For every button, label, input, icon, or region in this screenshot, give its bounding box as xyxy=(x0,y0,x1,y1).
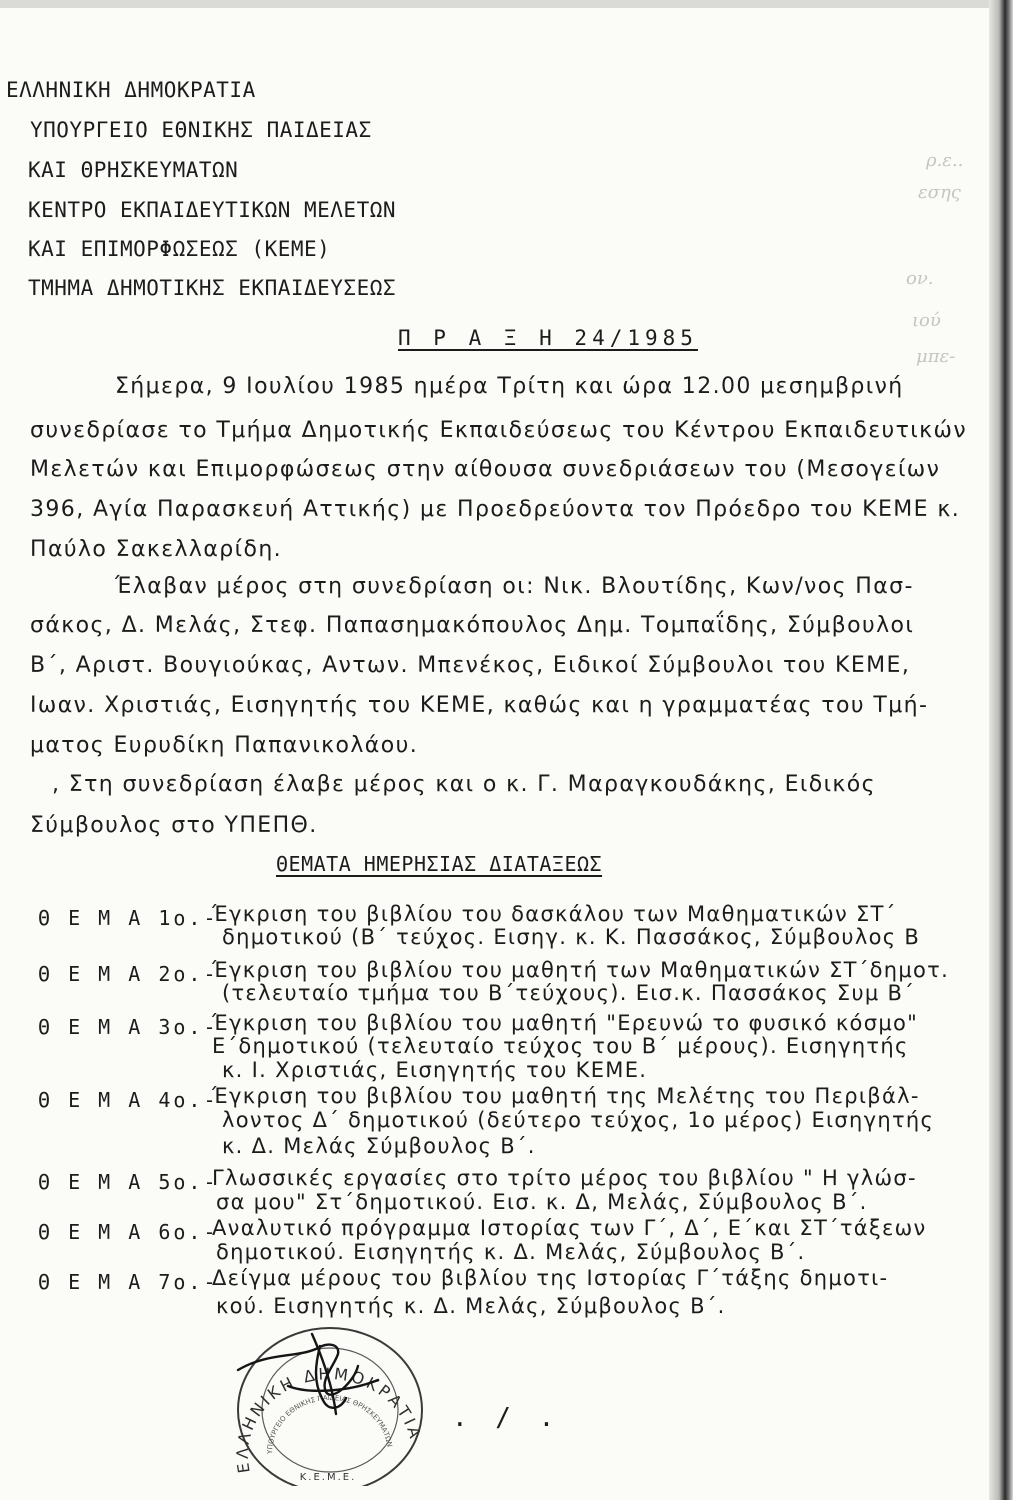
topic-label: Θ Ε Μ Α 1ο.- xyxy=(38,906,219,930)
paragraph-line: Β΄, Αριστ. Βουγιούκας, Αντων. Μπενέκος, Ειδικοί Σύμβουλοι του ΚΕΜΕ, xyxy=(30,653,911,678)
letterhead-line: ΚΑΙ ΘΡΗΣΚΕΥΜΑΤΩΝ xyxy=(28,158,239,182)
topic-line: κού. Εισηγητής κ. Δ. Μελάς, Σύμβουλος Β΄. xyxy=(216,1294,726,1318)
topic-line: Ε΄δημοτικού (τελευταίο τεύχος του Β΄ μέρους). Εισηγητής xyxy=(212,1034,909,1058)
topic-label: Θ Ε Μ Α 6ο.- xyxy=(38,1220,219,1244)
svg-text:ΥΠΟΥΡΓΕΙΟ ΕΘΝΙΚΗΣ ΠΑΙΔΕΙΑΣ ΘΡΗ xyxy=(266,1394,394,1455)
bleed-through-text: μπε- xyxy=(916,346,956,367)
topic-line: Αναλυτικό πρόγραμμα Ιστορίας των Γ΄, Δ΄, Ε΄και ΣΤ΄τάξεων xyxy=(212,1216,927,1240)
topic-line: Έγκριση του βιβλίου του δασκάλου των Μαθηματικών ΣΤ΄ xyxy=(212,902,897,926)
stamp-inner-text: ΥΠΟΥΡΓΕΙΟ ΕΘΝΙΚΗΣ ΠΑΙΔΕΙΑΣ ΘΡΗΣΚΕΥΜΑΤΩΝ xyxy=(265,1393,394,1455)
paragraph-line: 396, Αγία Παρασκευή Αττικής) με Προεδρεύοντα τον Πρόεδρο του ΚΕΜΕ κ. xyxy=(30,497,961,522)
topic-line: (τελευταίο τμήμα του Β΄τεύχους). Εισ.κ. Πασσάκος Συμ Β΄ xyxy=(222,981,916,1005)
paragraph-line: συνεδρίασε το Τμήμα Δημοτικής Εκπαιδεύσεως του Κέντρου Εκπαιδευτικών xyxy=(30,418,968,443)
continuation-mark: . / . xyxy=(452,1403,561,1433)
letterhead-line: ΚΑΙ ΕΠΙΜΟΡΦΩΣΕΩΣ (ΚΕΜΕ) xyxy=(28,237,331,261)
topic-line: κ. Ι. Χριστιάς, Εισηγητής του ΚΕΜΕ. xyxy=(222,1058,648,1082)
letterhead-line: ΕΛΛΗΝΙΚΗ ΔΗΜΟΚΡΑΤΙΑ xyxy=(6,78,256,102)
bleed-through-text: ρ.ε.. xyxy=(926,150,964,171)
topic-line: Δείγμα μέρους του βιβλίου της Ιστορίας Γ΄τάξης δημοτι- xyxy=(212,1266,889,1290)
stamp-bottom-text: Κ.Ε.Μ.Ε. xyxy=(299,1472,357,1483)
paragraph-line: Μελετών και Επιμορφώσεως στην αίθουσα συνεδριάσεων του (Μεσογείων xyxy=(30,457,941,482)
paragraph-line: Ιωαν. Χριστιάς, Εισηγητής του ΚΕΜΕ, καθώς και η γραμματέας του Τμή- xyxy=(30,693,929,718)
topic-label: Θ Ε Μ Α 3ο.- xyxy=(38,1015,219,1039)
paragraph-line: Έλαβαν μέρος στη συνεδρίαση οι: Νικ. Βλουτίδης, Κων/νος Πασ- xyxy=(115,574,914,599)
paragraph-line: Παύλο Σακελλαρίδη. xyxy=(30,537,283,562)
document-title: Π Ρ Α Ξ Η 24/1985 xyxy=(398,326,698,350)
paragraph-line: , Στη συνεδρίαση έλαβε μέρος και ο κ. Γ. Μαραγκουδάκης, Ειδικός xyxy=(52,772,876,797)
letterhead-line: ΥΠΟΥΡΓΕΙΟ ΕΘΝΙΚΗΣ ΠΑΙΔΕΙΑΣ xyxy=(30,118,372,142)
page-binding-edge xyxy=(989,0,1013,1500)
letterhead-line: ΤΜΗΜΑ ΔΗΜΟΤΙΚΗΣ ΕΚΠΑΙΔΕΥΣΕΩΣ xyxy=(28,276,397,300)
topic-label: Θ Ε Μ Α 4ο.- xyxy=(38,1088,219,1112)
topic-line: δημοτικού. Εισηγητής κ. Δ. Μελάς, Σύμβουλος Β΄. xyxy=(216,1240,806,1264)
scan-top-edge xyxy=(0,0,1013,8)
letterhead-line: ΚΕΝΤΡΟ ΕΚΠΑΙΔΕΥΤΙΚΩΝ ΜΕΛΕΤΩΝ xyxy=(28,198,397,222)
topic-line: σα μου" Στ΄δημοτικού. Εισ. κ. Δ, Μελάς, Σύμβουλος Β΄. xyxy=(216,1190,868,1214)
bleed-through-text: ιού xyxy=(912,310,941,331)
topic-line: Έγκριση του βιβλίου του μαθητή των Μαθηματικών ΣΤ΄δημοτ. xyxy=(212,958,950,982)
topic-label: Θ Ε Μ Α 7ο.- xyxy=(38,1270,219,1294)
bleed-through-text: ον. xyxy=(906,268,934,289)
topic-line: Έγκριση του βιβλίου του μαθητή της Μελέτης του Περιβάλ- xyxy=(212,1084,920,1108)
topic-line: δημοτικού (Β΄ τεύχος. Εισηγ. κ. Κ. Πασσάκος, Σύμβουλος Β xyxy=(222,925,921,949)
topic-line: Έγκριση του βιβλίου του μαθητή "Ερευνώ το φυσικό κόσμο" xyxy=(212,1011,919,1035)
topic-line: Γλωσσικές εργασίες στο τρίτο μέρος του βιβλίου " Η γλώσ- xyxy=(212,1166,917,1190)
topic-line: λοντος Δ΄ δημοτικού (δεύτερο τεύχος, 1ο μέρος) Εισηγητής xyxy=(222,1108,935,1132)
stamp-outer-text: ΕΛΛΗΝΙΚΗ ΔΗΜΟΚΡΑΤΙΑ xyxy=(232,1364,426,1475)
paragraph-line: ματος Ευρυδίκη Παπανικολάου. xyxy=(30,733,419,758)
paragraph-line: Σήμερα, 9 Ιουλίου 1985 ημέρα Τρίτη και ώρα 12.00 μεσημβρινή xyxy=(115,374,904,399)
topic-label: Θ Ε Μ Α 2ο.- xyxy=(38,962,219,986)
topic-label: Θ Ε Μ Α 5ο.- xyxy=(38,1170,219,1194)
paragraph-line: σάκος, Δ. Μελάς, Στεφ. Παπασημακόπουλος Δημ. Τομπαΐδης, Σύμβουλοι xyxy=(30,613,915,638)
agenda-heading: ΘΕΜΑΤΑ ΗΜΕΡΗΣΙΑΣ ΔΙΑΤΑΞΕΩΣ xyxy=(276,852,603,876)
bleed-through-text: εσης xyxy=(918,182,961,203)
topic-line: κ. Δ. Μελάς Σύμβουλος Β΄. xyxy=(222,1134,536,1158)
paragraph-line: Σύμβουλος στο ΥΠΕΠΘ. xyxy=(30,813,318,838)
official-stamp xyxy=(228,1322,428,1486)
